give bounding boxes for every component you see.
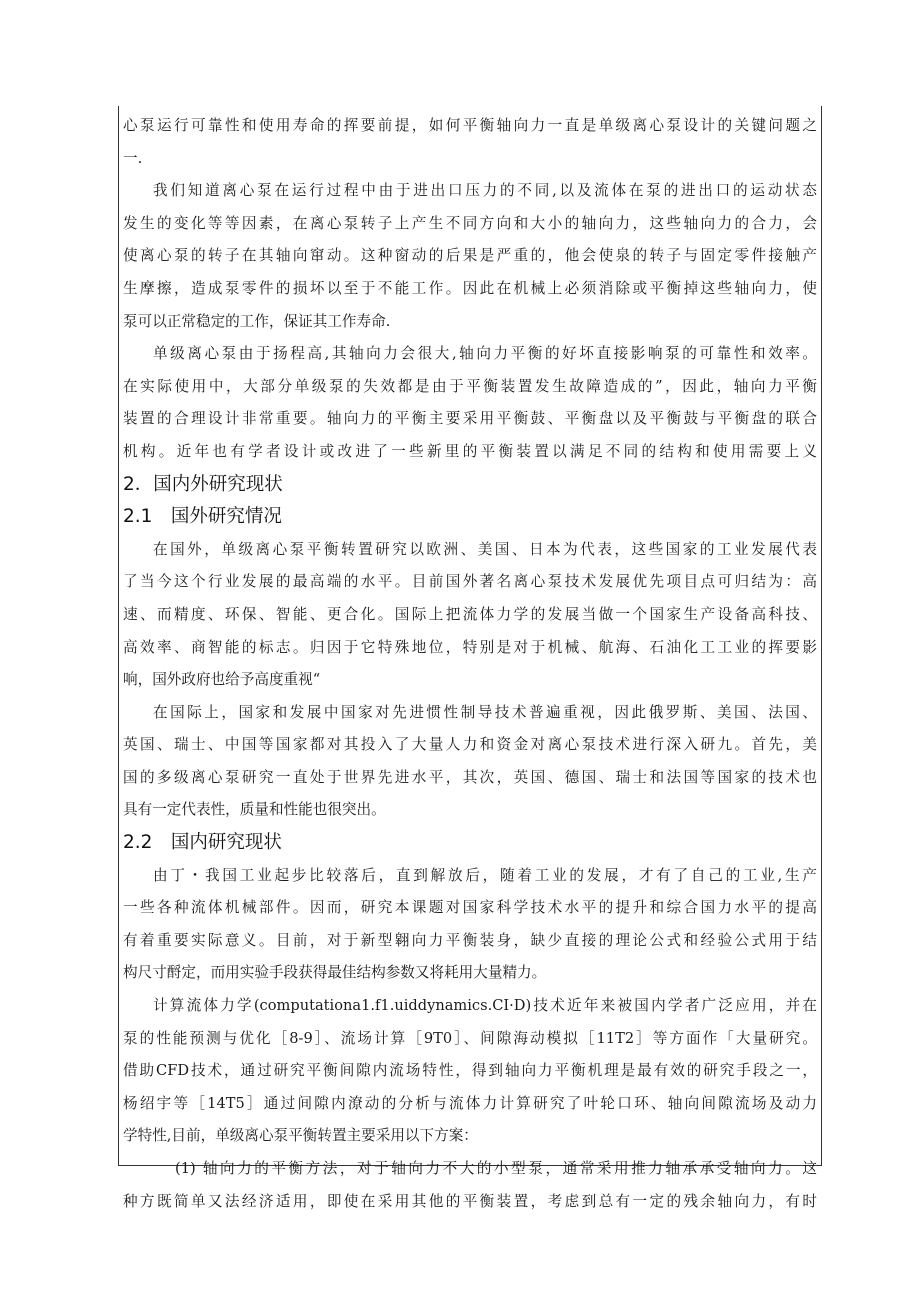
document-body (123, 110, 817, 1218)
text-line: 计算流体力学(computationa1.f1.uiddynamics.CI·D)技术近年来被国内学者广泛应用，并在 (153, 997, 817, 1015)
text-line: 学特性,目前，单级离心泵平衡转置主要采用以下方案： (123, 1127, 478, 1145)
text-line: 速、而精度、环保、智能、更合化。国际上把流体力学的发展当做一个国家生产设备高科技、 (123, 605, 817, 623)
text-line: 英国、瑞士、中国等国家都对其投入了大量人力和资金对离心泵技术进行深入研九。首先，美 (123, 736, 817, 754)
text-line: 国的多级离心泵研究一直处于世界先进水平，其次，英国、德国、瑞士和法国等国家的技术也 (123, 768, 817, 786)
text-line: 机构。近年也有学者设计或改进了一些新里的平衡装置以满足不同的结构和使用需要上义 (123, 442, 817, 460)
text-line: 单级离心泵由于扬程高,其轴向力会很大,轴向力平衡的好坏直接影响泵的可靠性和效率。 (153, 345, 817, 363)
text-line: 杨绍宇等［14T5］通过间隙内潦动的分析与流体力计算研究了叶轮口环、轴向间隙流场及动力 (123, 1094, 817, 1112)
text-line: (1) 轴向力的平衡方法，对于轴向力不大的小型泵，通常采用推力轴承承受轴向力。这 (175, 1160, 817, 1177)
section-heading: 2.1 国外研究情况 (123, 506, 282, 528)
text-line: 有着重要实际意义。目前，对于新型翱向力平衡装身，缺少直接的理论公式和经验公式用于结 (123, 931, 817, 949)
text-line: 由丁・我国工业起步比较落后，直到解放后，随着工业的发展，才有了自己的工业,生产 (153, 866, 817, 884)
text-line: 泵可以正常稳定的工作，保证其工作寿命. (123, 312, 391, 330)
text-line: 构尺寸酹定，而用实验手段获得最佳结构参数又将耗用大量精力。 (123, 964, 547, 982)
text-line: 使离心泵的转子在其轴向窜动。这种窗动的后果是严重的，他会使泉的转子与固定零件接触产 (123, 247, 817, 265)
text-line: 生摩擦，造成泵零件的损坏以至于不能工作。因此在机械上必须消除或平衡掉这些轴向力，使 (123, 279, 817, 297)
section-heading: 2.2 国内研究现状 (123, 832, 282, 854)
section-heading: 2．国内外研究现状 (123, 473, 283, 495)
text-line: 我们知道离心泵在运行过程中由于进出口压力的不同,以及流体在泵的进出口的运动状态 (153, 182, 817, 200)
text-line: 心泵运行可靠性和使用寿命的挥要前提，如何平衡轴向力一直是单级离心泵设计的关键问题之 (123, 117, 817, 134)
text-line: 高效率、商智能的标志。归因于它特殊地位，特别是对于机械、航海、石油化工工业的挥要影 (123, 638, 817, 656)
text-line: 一些各种流体机械部件。因而，研究本课题对国家科学技术水平的提升和综合国力水平的提高 (123, 899, 817, 917)
text-line: 装置的合理设计非常重要。轴向力的平衡主要采用平衡鼓、平衡盘以及平衡鼓与平衡盘的联合 (123, 410, 817, 428)
text-line: 在实际使用中，大部分单级泵的失效都是由于平衡装置发生故障造成的”，因此，轴向力平衡 (123, 377, 817, 395)
text-line: 在国外，单级离心泵平衡转置研究以欧洲、美国、日本为代表，这些国家的工业发展代表 (153, 540, 817, 558)
text-line: 响，国外政府也给予高度重视“ (123, 671, 321, 689)
text-line: 种方既简单又法经济适用，即使在采用其他的平衡装置，考虑到总有一定的残余轴向力，有时 (123, 1192, 817, 1210)
text-line: 具有一定代表性，质量和性能也很突出。 (123, 801, 386, 819)
text-line: 了当今这个行业发展的最高端的水平。目前国外著名离心泵技术发展优先项目点可归结为：高 (123, 573, 817, 591)
text-line: 借助CFD技术，通过研究平衡间隙内流场特性，得到轴向力平衡机理是最有效的研究手段之一， (123, 1062, 817, 1080)
text-line: 发生的变化等等因素，在离心泵转子上产生不同方向和大小的轴向力，这些轴向力的合力，会 (123, 214, 817, 232)
text-line: 泵的性能预测与优化［8-9］、流场计算［9T0］、间隙海动模拟［11T2］等方面作「大量研究。 (123, 1029, 817, 1047)
text-line: 一. (123, 149, 143, 167)
text-line: 在国际上，国家和发展中国家对先进惯性制导技术普遍重视，因此俄罗斯、美国、法国、 (153, 703, 817, 721)
